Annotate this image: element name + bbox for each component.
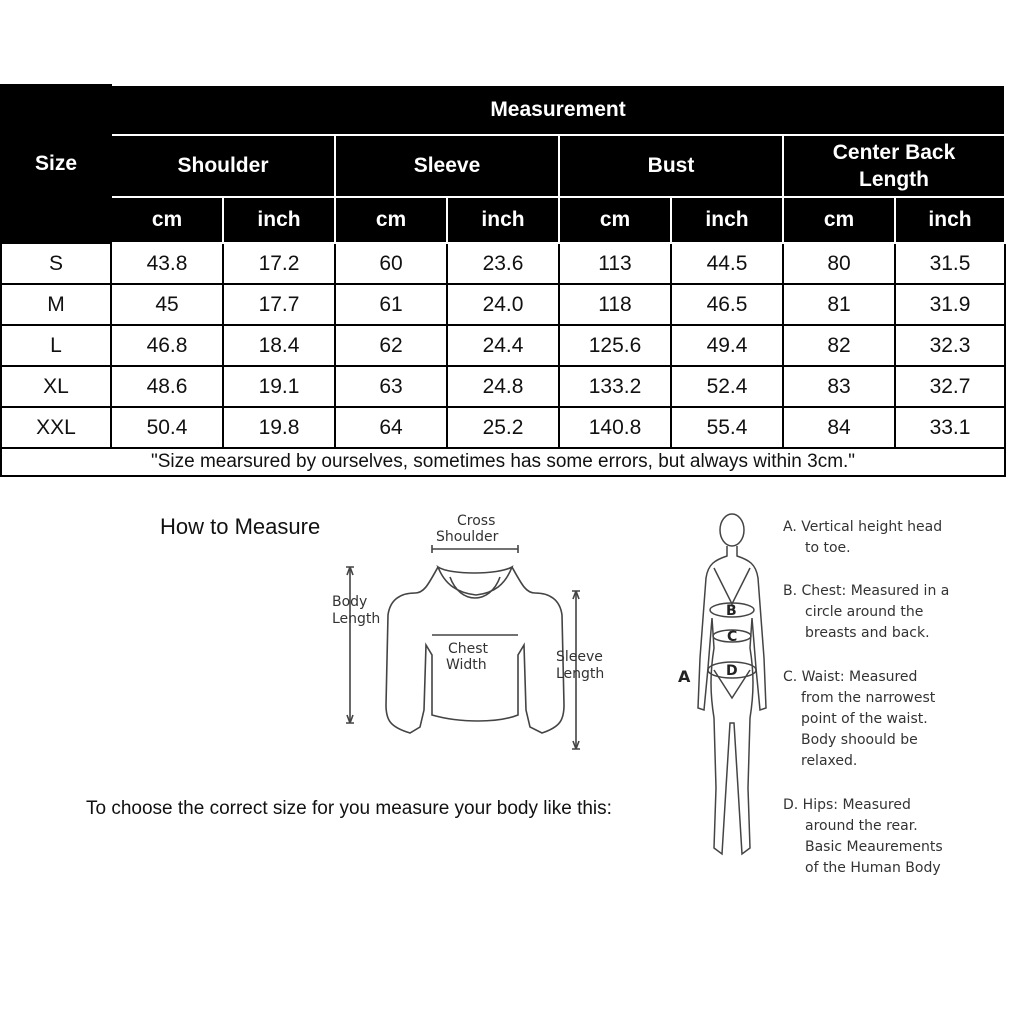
- size-chart-table: [0, 84, 1006, 477]
- measurement-cell: 52.4: [671, 366, 783, 407]
- marker-a: A: [678, 667, 691, 686]
- size-row: [1, 284, 1005, 325]
- measurement-cell: 31.5: [895, 243, 1005, 284]
- measurement-cell: 19.8: [223, 407, 335, 448]
- measurement-cell: 133.2: [559, 366, 671, 407]
- measurement-cell: 55.4: [671, 407, 783, 448]
- measurement-cell: 17.2: [223, 243, 335, 284]
- measurement-cell: 140.8: [559, 407, 671, 448]
- measurement-cell: 49.4: [671, 325, 783, 366]
- marker-d: D: [726, 663, 738, 679]
- body-length-label-1: Body: [332, 594, 368, 610]
- size-label-cell: XL: [1, 366, 111, 407]
- measurement-cell: 46.5: [671, 284, 783, 325]
- measurement-cell: 24.8: [447, 366, 559, 407]
- cross-shoulder-label-1: Cross: [457, 513, 496, 529]
- measurement-cell: 81: [783, 284, 895, 325]
- size-label-cell: XXL: [1, 407, 111, 448]
- instruction-line: Basic Meaurements: [805, 839, 943, 855]
- measurement-cell: 43.8: [111, 243, 223, 284]
- size-row: [1, 366, 1005, 407]
- size-label-cell: M: [1, 284, 111, 325]
- measurement-cell: 32.3: [895, 325, 1005, 366]
- measurement-header: Measurement: [111, 85, 1005, 135]
- shoulder-header: Shoulder: [111, 135, 335, 197]
- measurement-cell: 19.1: [223, 366, 335, 407]
- measurement-cell: 48.6: [111, 366, 223, 407]
- size-row: [1, 325, 1005, 366]
- measurement-cell: 18.4: [223, 325, 335, 366]
- how-to-measure-title: How to Measure: [160, 514, 321, 539]
- measurement-cell: 83: [783, 366, 895, 407]
- unit-cm: cm: [111, 197, 223, 243]
- head: [720, 514, 744, 546]
- unit-inch: inch: [671, 197, 783, 243]
- sweater-diagram: [320, 505, 620, 765]
- instruction-d: [783, 795, 943, 879]
- unit-cm: cm: [559, 197, 671, 243]
- instruction-a: [783, 517, 942, 559]
- sleeve-length-label-1: Sleeve: [556, 649, 603, 665]
- measurement-cell: 113: [559, 243, 671, 284]
- center-back-length-header: Center Back Length: [783, 135, 1005, 197]
- measurement-cell: 23.6: [447, 243, 559, 284]
- size-row: [1, 407, 1005, 448]
- instruction-c: [783, 667, 935, 772]
- instruction-line: C. Waist: Measured: [783, 669, 918, 685]
- measurement-cell: 25.2: [447, 407, 559, 448]
- instruction-line: Body shoould be: [801, 732, 918, 748]
- unit-inch: inch: [895, 197, 1005, 243]
- measurement-cell: 24.4: [447, 325, 559, 366]
- measurement-cell: 50.4: [111, 407, 223, 448]
- instruction-line: of the Human Body: [805, 860, 941, 876]
- measurement-cell: 45: [111, 284, 223, 325]
- instruction-line: circle around the: [805, 604, 924, 620]
- measurement-cell: 32.7: [895, 366, 1005, 407]
- sleeve-length-label-2: Length: [556, 666, 605, 682]
- instruction-line: relaxed.: [801, 753, 858, 769]
- instruction-line: to toe.: [805, 540, 851, 556]
- sweater-collar: [438, 567, 512, 595]
- measurement-cell: 60: [335, 243, 447, 284]
- measurement-cell: 125.6: [559, 325, 671, 366]
- instruction-line: B. Chest: Measured in a: [783, 583, 950, 599]
- measurement-cell: 64: [335, 407, 447, 448]
- measurement-cell: 44.5: [671, 243, 783, 284]
- measurement-cell: 31.9: [895, 284, 1005, 325]
- unit-inch: inch: [447, 197, 559, 243]
- measurement-cell: 118: [559, 284, 671, 325]
- instruction-line: point of the waist.: [801, 711, 928, 727]
- unit-inch: inch: [223, 197, 335, 243]
- measurement-cell: 84: [783, 407, 895, 448]
- size-header: Size: [1, 85, 111, 243]
- measurement-cell: 62: [335, 325, 447, 366]
- measurement-cell: 82: [783, 325, 895, 366]
- instruction-line: breasts and back.: [805, 625, 930, 641]
- measurement-cell: 24.0: [447, 284, 559, 325]
- size-label-cell: S: [1, 243, 111, 284]
- instruction-line: around the rear.: [805, 818, 918, 834]
- measurement-cell: 80: [783, 243, 895, 284]
- choose-size-text: To choose the correct size for you measure your body like this:: [86, 798, 612, 819]
- cross-shoulder-label-2: Shoulder: [436, 529, 499, 545]
- instruction-b: [783, 581, 949, 644]
- size-rows: [1, 243, 1005, 448]
- instruction-line: D. Hips: Measured: [783, 797, 911, 813]
- body-length-label-2: Length: [332, 611, 381, 627]
- unit-cm: cm: [783, 197, 895, 243]
- marker-b: B: [726, 603, 737, 619]
- size-row: [1, 243, 1005, 284]
- body-outline: [698, 546, 766, 854]
- instruction-line: from the narrowest: [801, 690, 936, 706]
- measurement-cell: 46.8: [111, 325, 223, 366]
- chest-width-label-1: Chest: [448, 641, 489, 657]
- measurement-note: "Size mearsured by ourselves, sometimes has some errors, but always within 3cm.": [1, 448, 1005, 476]
- bust-header: Bust: [559, 135, 783, 197]
- size-label-cell: L: [1, 325, 111, 366]
- unit-cm: cm: [335, 197, 447, 243]
- measurement-cell: 17.7: [223, 284, 335, 325]
- measurement-cell: 33.1: [895, 407, 1005, 448]
- instruction-line: A. Vertical height head: [783, 519, 943, 535]
- body-diagram: [670, 508, 780, 868]
- measurement-cell: 63: [335, 366, 447, 407]
- chest-width-label-2: Width: [446, 657, 487, 673]
- measurement-cell: 61: [335, 284, 447, 325]
- marker-c: C: [727, 629, 738, 645]
- sleeve-header: Sleeve: [335, 135, 559, 197]
